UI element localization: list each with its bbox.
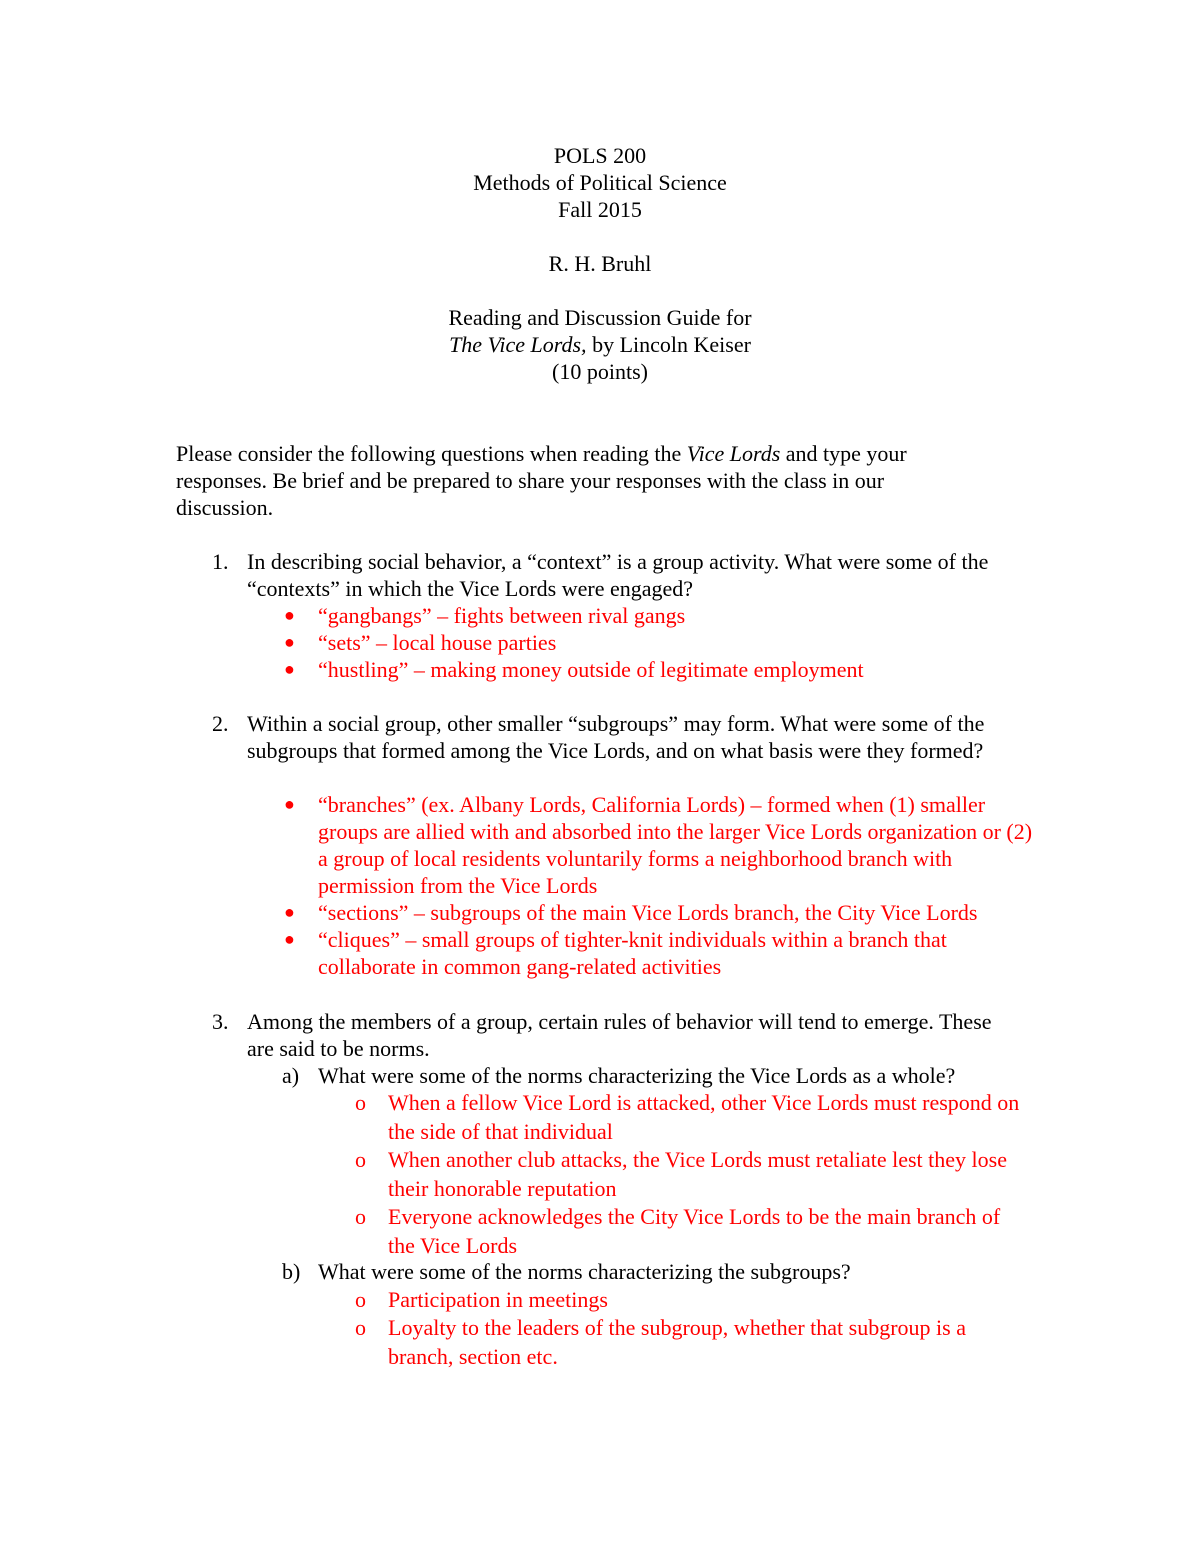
answer-item bbox=[355, 1145, 1028, 1203]
bullet-icon: ● bbox=[284, 902, 295, 922]
bullet-icon: ● bbox=[284, 794, 295, 814]
answer-text: When another club attacks, the Vice Lords must retaliate lest they lose their honorable reputation bbox=[388, 1147, 1007, 1201]
subquestion-text: What were some of the norms characterizing the subgroups? bbox=[318, 1259, 851, 1284]
instructor-name: R. H. Bruhl bbox=[548, 251, 652, 276]
answer-item bbox=[355, 1202, 1028, 1260]
answer-text: Participation in meetings bbox=[388, 1287, 608, 1312]
points-value: (10 points) bbox=[552, 359, 648, 384]
course-title: Methods of Political Science bbox=[473, 170, 727, 195]
answer-text: “gangbangs” – fights between rival gangs bbox=[318, 603, 686, 628]
answer-text: “cliques” – small groups of tighter-knit individuals within a branch that collaborate in common gang-related activities bbox=[318, 927, 947, 979]
circle-bullet-icon: o bbox=[355, 1315, 366, 1340]
intro-text-1: Please consider the following questions when reading the bbox=[176, 441, 687, 466]
book-title: The Vice Lords, bbox=[449, 332, 587, 357]
question-number: 1. bbox=[212, 549, 229, 574]
answer-text: “sets” – local house parties bbox=[318, 630, 557, 655]
answer-item bbox=[355, 1088, 1028, 1146]
answer-item bbox=[284, 926, 1038, 980]
subquestion-b bbox=[282, 1258, 1042, 1285]
question-1 bbox=[212, 548, 1032, 602]
question-text: In describing social behavior, a “context” is a group activity. What were some of the “contexts” in which the Vice Lords were engaged? bbox=[247, 549, 989, 601]
guide-title: Reading and Discussion Guide for bbox=[448, 305, 752, 330]
question-text: Among the members of a group, certain rules of behavior will tend to emerge. These are said to be norms. bbox=[247, 1009, 992, 1061]
intro-text-2: and type your responses. Be brief and be prepared to share your responses with the class in our discussion. bbox=[176, 441, 907, 520]
header-spacer bbox=[0, 277, 1200, 304]
answer-text: Everyone acknowledges the City Vice Lords to be the main branch of the Vice Lords bbox=[388, 1204, 1001, 1258]
answer-item bbox=[284, 791, 1038, 899]
document-header bbox=[0, 142, 1200, 385]
course-code: POLS 200 bbox=[553, 143, 647, 168]
header-spacer bbox=[0, 223, 1200, 250]
question-2 bbox=[212, 710, 1012, 764]
subquestion-label: b) bbox=[282, 1259, 301, 1284]
answer-item bbox=[284, 602, 1038, 629]
question-number: 2. bbox=[212, 711, 229, 736]
answer-text: “hustling” – making money outside of legitimate employment bbox=[318, 657, 864, 682]
subquestion-a bbox=[282, 1062, 1042, 1089]
answer-text: “branches” (ex. Albany Lords, California Lords) – formed when (1) smaller groups are allied with and absorbed into the larger Vice Lords organization or (2) a group of local residents voluntarily forms a neighborhood branch with permission from the Vice Lords bbox=[318, 792, 1033, 898]
circle-bullet-icon: o bbox=[355, 1204, 366, 1229]
subquestion-text: What were some of the norms characterizing the Vice Lords as a whole? bbox=[318, 1063, 956, 1088]
bullet-icon: ● bbox=[284, 929, 295, 949]
answer-text: “sections” – subgroups of the main Vice Lords branch, the City Vice Lords bbox=[318, 900, 978, 925]
bullet-icon: ● bbox=[284, 632, 295, 652]
question-text: Within a social group, other smaller “subgroups” may form. What were some of the subgroups that formed among the Vice Lords, and on what basis were they formed? bbox=[247, 711, 985, 763]
answer-item bbox=[355, 1285, 1028, 1314]
answer-item bbox=[284, 656, 1038, 683]
intro-paragraph bbox=[176, 440, 976, 521]
book-author: by Lincoln Keiser bbox=[586, 332, 751, 357]
subquestion-label: a) bbox=[282, 1063, 300, 1088]
question-number: 3. bbox=[212, 1009, 229, 1034]
answer-item bbox=[284, 629, 1038, 656]
answer-text: Loyalty to the leaders of the subgroup, whether that subgroup is a branch, section etc. bbox=[388, 1315, 966, 1369]
answer-item bbox=[355, 1313, 1028, 1371]
circle-bullet-icon: o bbox=[355, 1147, 366, 1172]
book-line bbox=[0, 331, 1200, 358]
course-term: Fall 2015 bbox=[558, 197, 642, 222]
circle-bullet-icon: o bbox=[355, 1090, 366, 1115]
circle-bullet-icon: o bbox=[355, 1287, 366, 1312]
bullet-icon: ● bbox=[284, 605, 295, 625]
intro-italic: Vice Lords bbox=[686, 441, 781, 466]
question-3 bbox=[212, 1008, 992, 1062]
bullet-icon: ● bbox=[284, 659, 295, 679]
answer-text: When a fellow Vice Lord is attacked, other Vice Lords must respond on the side of that individual bbox=[388, 1090, 1020, 1144]
answer-item bbox=[284, 899, 1038, 926]
